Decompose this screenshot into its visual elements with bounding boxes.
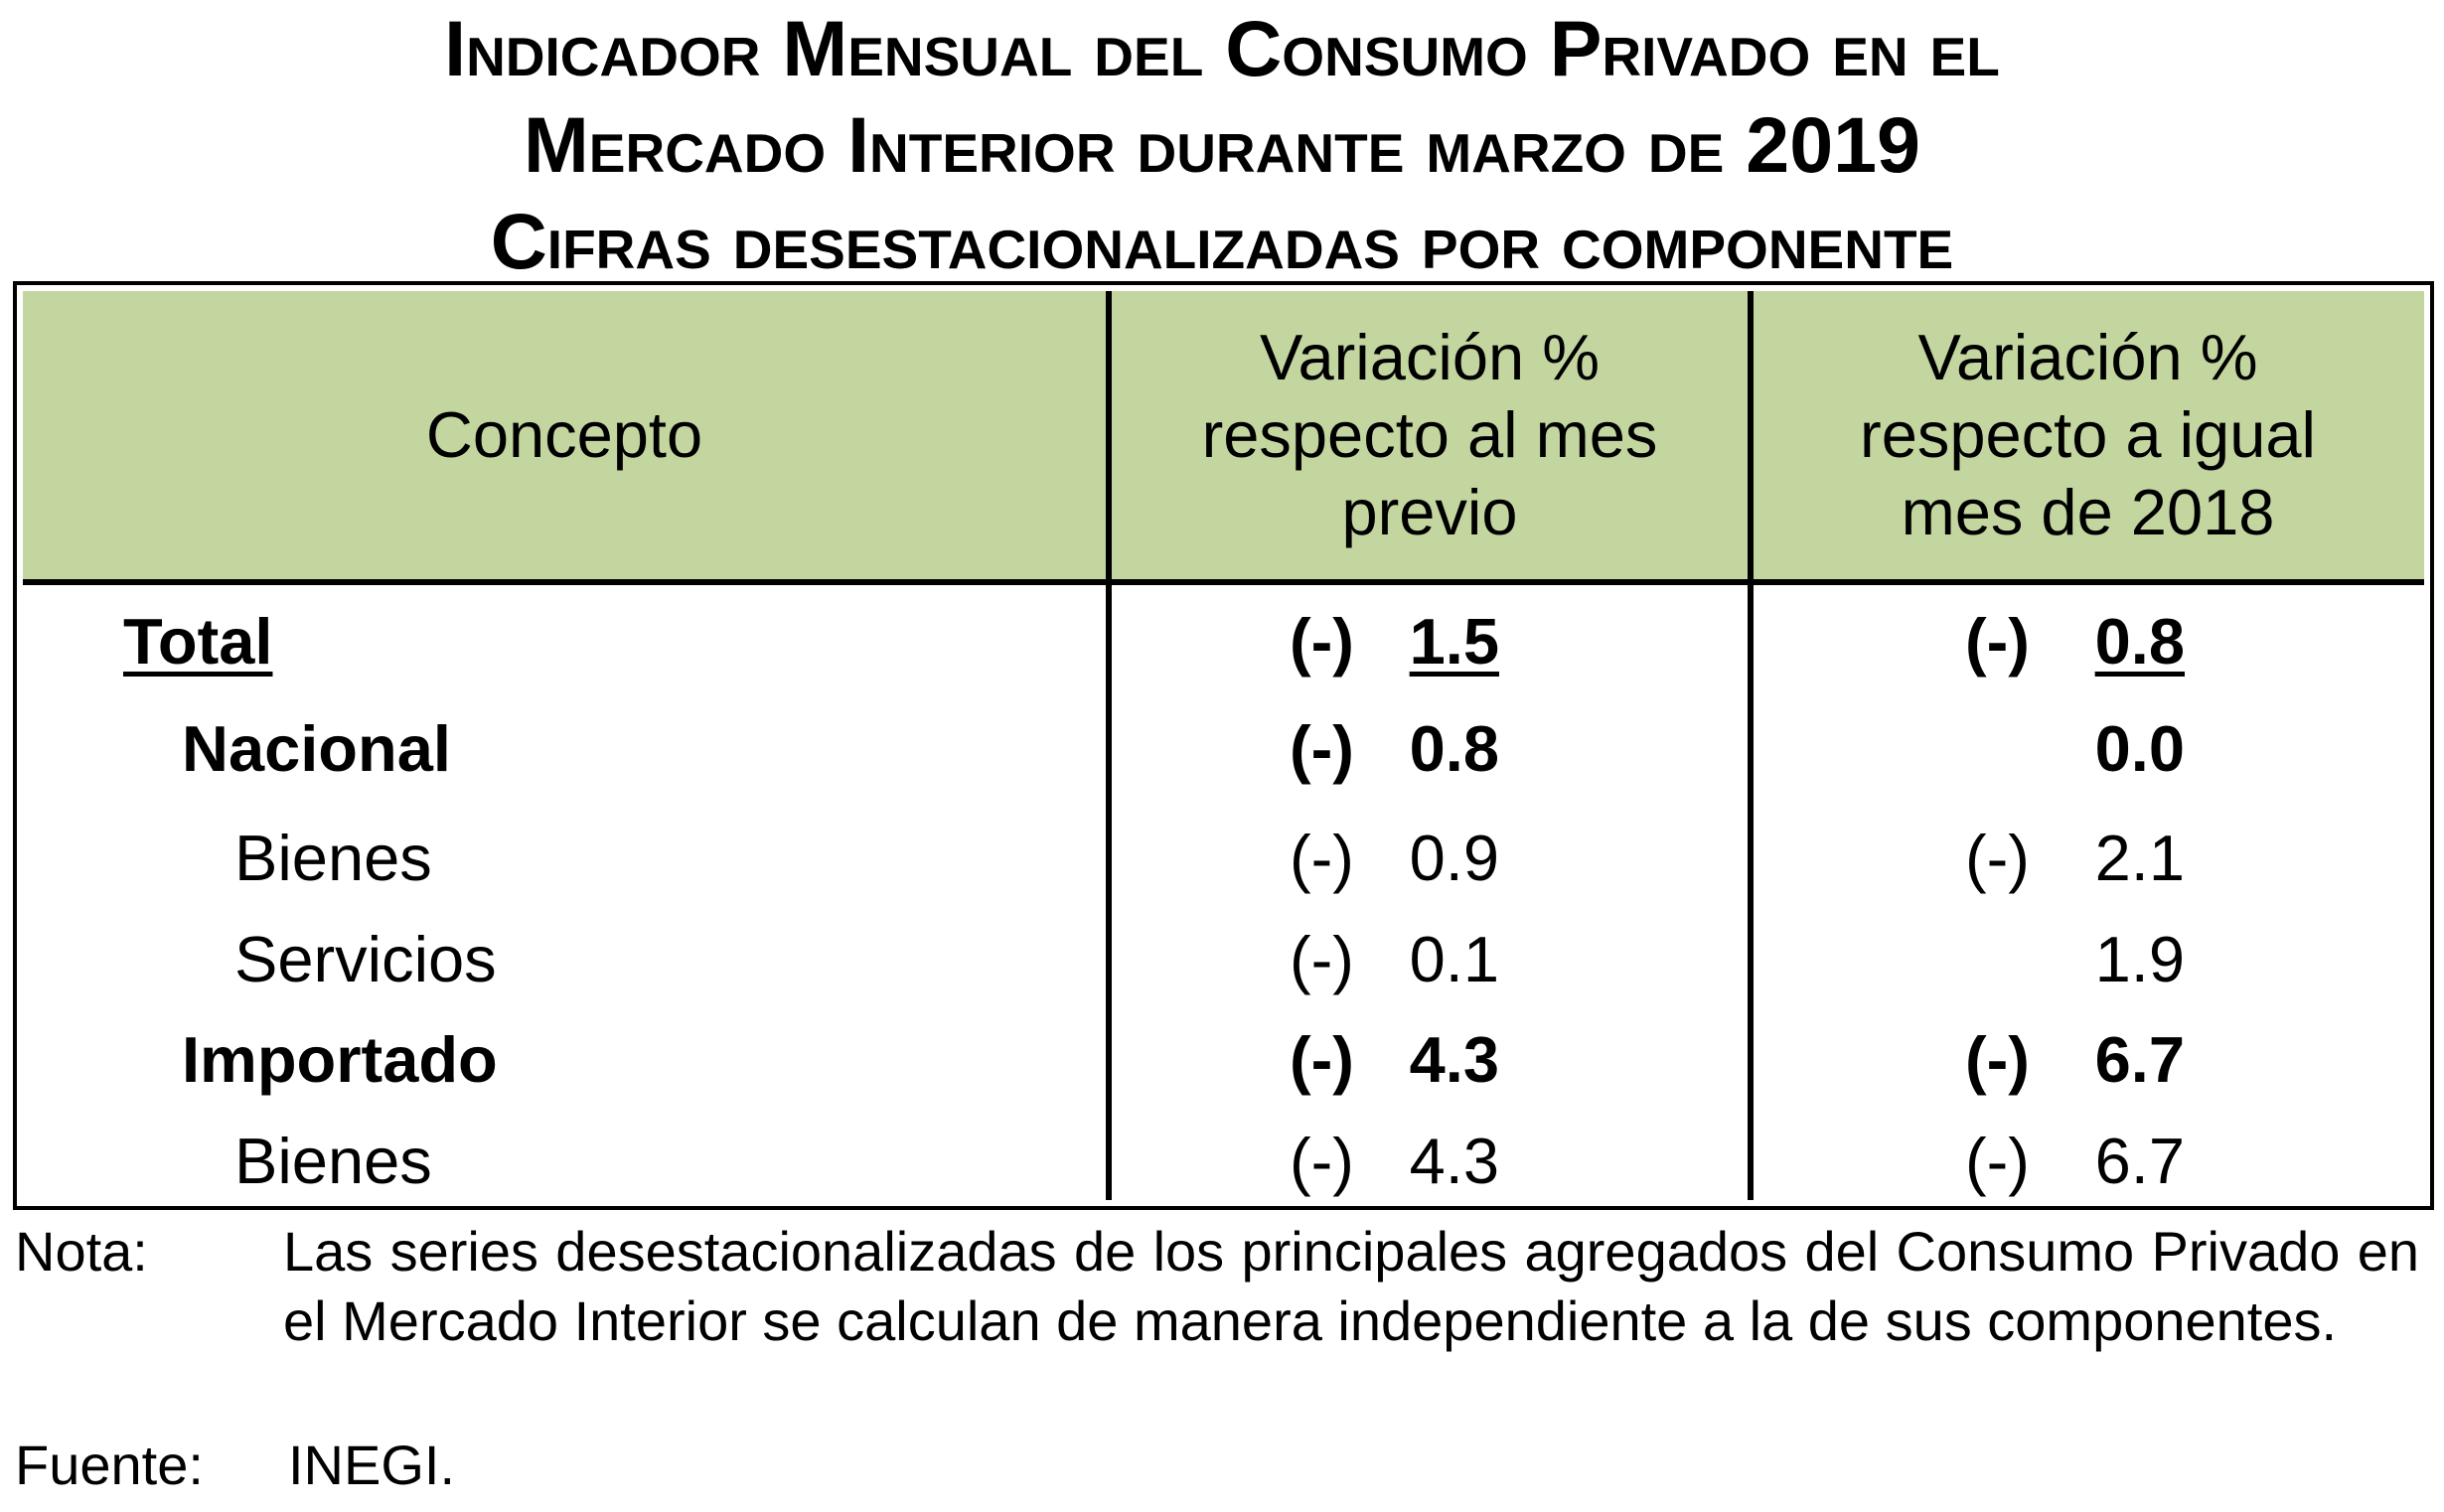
- table-header-row: [23, 291, 2424, 585]
- header-col2-line3: mes de 2018: [1901, 476, 2275, 548]
- row-label: Importado: [182, 1023, 498, 1096]
- row-col1-sign: (-): [1290, 712, 1354, 785]
- row-col1-value: 0.8: [1409, 712, 1499, 785]
- row-col2-sign: (-): [1965, 1023, 2030, 1096]
- row-col1-value: 0.9: [1409, 822, 1499, 894]
- row-label: Bienes: [234, 822, 432, 894]
- table-row-importado: [23, 1010, 2424, 1110]
- header-col1-line3: previo: [1341, 476, 1518, 548]
- fuente-text: INEGI.: [288, 1434, 456, 1496]
- nota-text: Las series desestacionalizadas de los principales agregados del Consumo Privado en el Mercado Interior se calculan de manera independiente a la de sus componentes.: [283, 1220, 2419, 1352]
- header-col2-line2: respecto a igual: [1860, 398, 2316, 471]
- row-col1-value: 1.5: [1409, 605, 1499, 678]
- row-label: Bienes: [234, 1125, 432, 1197]
- nota-label: Nota:: [15, 1220, 148, 1283]
- table-row-servicios: [23, 910, 2424, 1009]
- row-col1-value: 0.1: [1409, 923, 1499, 995]
- row-col2-sign: (-): [1965, 1125, 2030, 1197]
- header-col1-line1: Variación %: [1259, 321, 1600, 393]
- row-col1-sign: (-): [1290, 1023, 1354, 1096]
- row-col1-sign: (-): [1290, 605, 1354, 678]
- row-label: Total: [123, 605, 273, 678]
- row-col2-sign: (-): [1965, 822, 2030, 894]
- header-monthly-variation: [1112, 291, 1748, 579]
- table-row-bienes-nacional: [23, 809, 2424, 908]
- row-col1-sign: (-): [1290, 822, 1354, 894]
- header-col2-line1: Variación %: [1917, 321, 2258, 393]
- row-col2-value: 6.7: [2094, 1023, 2185, 1096]
- row-col2-value: 2.1: [2094, 822, 2185, 894]
- header-concepto: [23, 291, 1106, 579]
- title-line-2: Mercado Interior durante marzo de 2019: [524, 100, 1920, 189]
- row-col2-value: 0.0: [2094, 712, 2185, 785]
- header-concepto-label: Concepto: [425, 398, 703, 471]
- table-body: [23, 585, 2424, 1200]
- row-label: Nacional: [182, 712, 451, 785]
- data-table: [13, 281, 2434, 1210]
- row-col2-value: 6.7: [2094, 1125, 2185, 1197]
- row-label: Servicios: [234, 923, 497, 995]
- row-col2-sign: (-): [1965, 605, 2030, 678]
- page-title: [0, 0, 2444, 289]
- table-row-nacional: [23, 699, 2424, 799]
- row-col1-sign: (-): [1290, 1125, 1354, 1197]
- table-row-total: [23, 592, 2424, 691]
- header-col1-line2: respecto al mes: [1201, 398, 1658, 471]
- title-line-3: Cifras desestacionalizadas por componente: [490, 197, 1954, 285]
- row-col1-value: 4.3: [1409, 1125, 1499, 1197]
- fuente-label: Fuente:: [15, 1434, 204, 1496]
- row-col1-value: 4.3: [1409, 1023, 1499, 1096]
- row-col2-value: 1.9: [2094, 923, 2185, 995]
- row-col1-sign: (-): [1290, 923, 1354, 995]
- header-annual-variation: [1754, 291, 2422, 579]
- title-line-1: Indicador Mensual del Consumo Privado en el: [444, 4, 2000, 92]
- row-col2-value: 0.8: [2094, 605, 2185, 678]
- table-row-bienes-importado: [23, 1112, 2424, 1211]
